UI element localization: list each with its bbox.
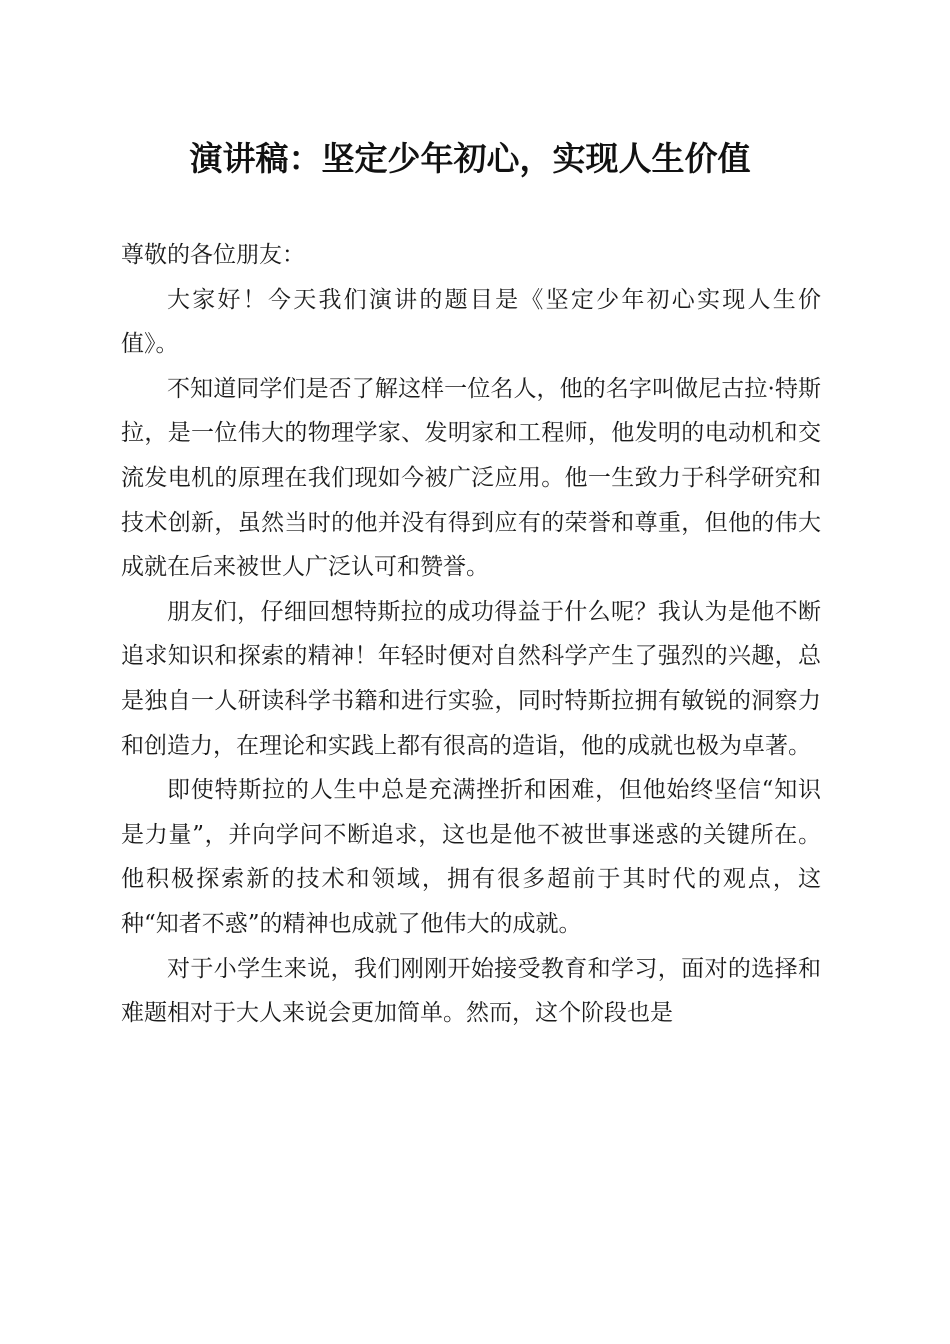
page-title: 演讲稿：坚定少年初心，实现人生价值	[189, 139, 751, 178]
paragraph-students: 对于小学生来说，我们刚刚开始接受教育和学习，面对的选择和难题相对于大人来说会更加简单。然而，这个阶段也是	[121, 955, 821, 1027]
paragraph-greeting: 大家好！今天我们演讲的题目是《坚定少年初心实现人生价值》。	[121, 286, 821, 358]
speech-body	[121, 233, 821, 1036]
salutation: 尊敬的各位朋友：	[121, 242, 305, 268]
paragraph-tesla-intro: 不知道同学们是否了解这样一位名人，他的名字叫做尼古拉·特斯拉，是一位伟大的物理学家、发明家和工程师，他发明的电动机和交流发电机的原理在我们现如今被广泛应用。他一生致力于科学研究和技术创新，虽然当时的他并没有得到应有的荣誉和尊重，但他的伟大成就在后来被世人广泛认可和赞誉。	[121, 375, 821, 581]
paragraph-tesla-perseverance: 即使特斯拉的人生中总是充满挫折和困难，但他始终坚信“知识是力量”，并向学问不断追求，这也是他不被世事迷惑的关键所在。他积极探索新的技术和领域，拥有很多超前于其时代的观点，这种“知者不惑”的精神也成就了他伟大的成就。	[121, 777, 821, 937]
paragraph-tesla-success: 朋友们，仔细回想特斯拉的成功得益于什么呢？我认为是他不断追求知识和探索的精神！年轻时便对自然科学产生了强烈的兴趣，总是独自一人研读科学书籍和进行实验，同时特斯拉拥有敏锐的洞察力和创造力，在理论和实践上都有很高的造诣，他的成就也极为卓著。	[121, 598, 821, 759]
